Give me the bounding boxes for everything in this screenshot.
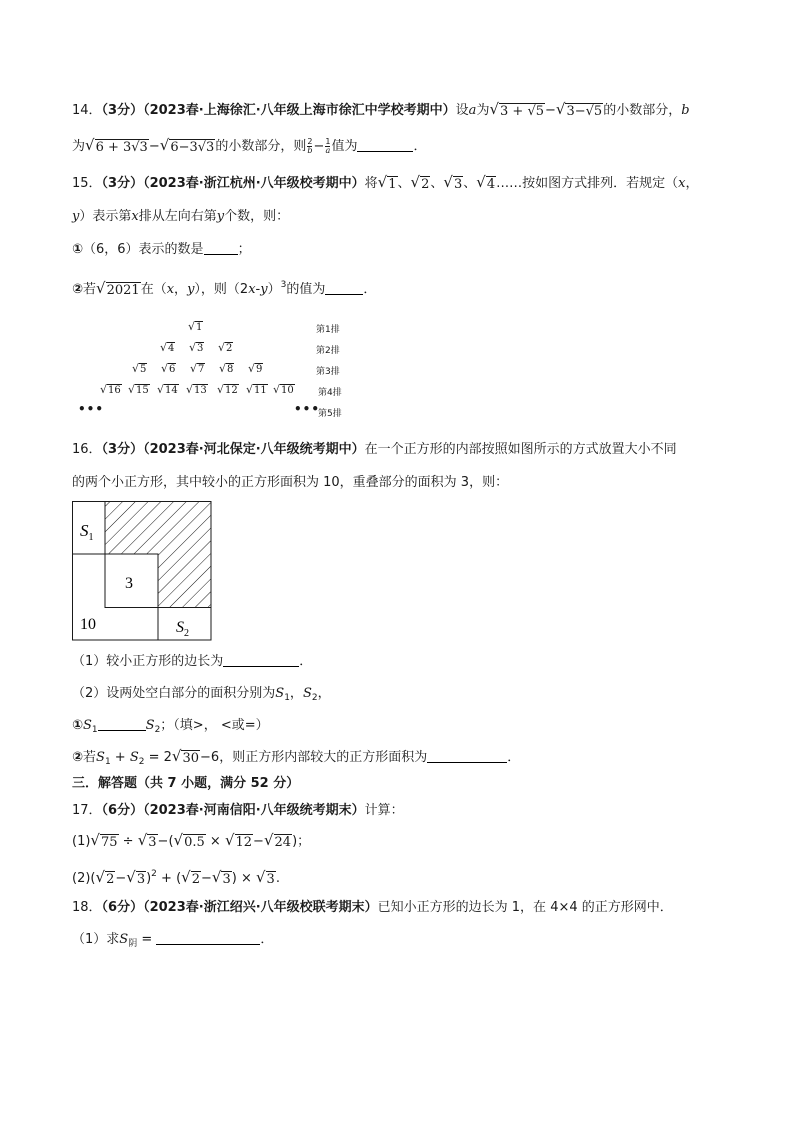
answer-blank[interactable] <box>204 240 238 255</box>
s1-label: $S_1$ <box>80 521 94 543</box>
fraction-1-over-a: $\frac{1}{a}$ <box>325 137 331 155</box>
q18-source: （2023春·浙江绍兴·八年级校联考期末） <box>143 900 378 915</box>
q15-number: 15． <box>72 176 102 191</box>
q15-line1: 15．（3分）（2023春·浙江杭州·八年级校考期中）将 √ 1 、 √ 2 、 √ 3 、 √ 4 ……按如图方式排列．若规定（x， <box>72 173 699 192</box>
figure-number: √15 <box>128 383 149 396</box>
figure-number: √7 <box>190 362 205 375</box>
q14-line2: 为 √ 6 + 3√3 − √ 6−3√3 的小数部分，则 $\frac{2}{b}$ − $\frac{1}{a}$ 值为 ． <box>72 136 427 155</box>
q15-sub2: ②若 √ 2021 在（x，y），则$(2x-y)^3$的值为 ． <box>72 279 377 298</box>
q15-source: （2023春·浙江杭州·八年级校考期中） <box>143 176 365 191</box>
sqrt-expression: √ 3 + √5 <box>489 100 544 119</box>
q16-number: 16． <box>72 442 102 457</box>
q18-part1: （1）求$S_阴$ = ． <box>72 932 274 949</box>
sqrt-expression: √ 6 + 3√3 <box>85 136 148 155</box>
sqrt-expression: √ 3−√5 <box>555 100 603 119</box>
q14-source: （2023春·上海徐汇·八年级上海市徐汇中学校考期中） <box>143 103 456 118</box>
q16-c1: $①S_1$ $S_2$；（填>， <或=） <box>72 718 269 735</box>
row-label: 第1排 <box>316 325 340 335</box>
row-label: 第4排 <box>318 388 342 398</box>
q17-number: 17． <box>72 803 102 818</box>
q15-line2: y）表示第x排从左向右第y个数，则： <box>72 209 290 224</box>
figure-number: √4 <box>160 341 175 354</box>
figure-number: √12 <box>217 383 238 396</box>
figure-number: √16 <box>100 383 121 396</box>
figure-number: √14 <box>157 383 178 396</box>
figure-number: √3 <box>189 341 204 354</box>
ellipsis-dots: ••• <box>294 402 321 416</box>
answer-blank[interactable] <box>98 716 146 731</box>
figure-number: √6 <box>161 362 176 375</box>
s2-label: $S_2$ <box>176 619 189 639</box>
answer-blank[interactable] <box>357 137 413 152</box>
q14-number: 14． <box>72 103 102 118</box>
figure-number: √13 <box>186 383 207 396</box>
overlap-area-label: 3 <box>125 575 133 592</box>
q14-line1: 14．（3分）（2023春·上海徐汇·八年级上海市徐汇中学校考期中）设a为 √ 3 + √5 − √ 3−√5 的小数部分，b <box>72 100 690 119</box>
answer-blank[interactable] <box>427 748 507 763</box>
nested-squares-figure <box>72 501 214 643</box>
small-square-area-label: 10 <box>80 616 96 633</box>
q17-line1: 17．（6分）（2023春·河南信阳·八年级统考期末）计算： <box>72 803 404 818</box>
figure-number: √2 <box>218 341 233 354</box>
figure-number: √1 <box>188 320 203 333</box>
q16-source: （2023春·河北保定·八年级统考期中） <box>143 442 365 457</box>
section-heading: 三．解答题（共 7 小题，满分 52 分） <box>72 776 300 791</box>
q16-part2: （2）设两处空白部分的面积分别为$S_1$，$S_2$， <box>72 686 331 703</box>
q16-line2: 的两个小正方形，其中较小的正方形面积为 10，重叠部分的面积为 3，则： <box>72 475 509 490</box>
q16-part1: （1）较小正方形的边长为 ． <box>72 654 313 669</box>
figure-number: √5 <box>132 362 147 375</box>
q17-source: （2023春·河南信阳·八年级统考期末） <box>143 803 365 818</box>
row-label: 第3排 <box>316 367 340 377</box>
q17-expr1: (1) √ 75 ÷ √ 3 −( √ 0.5 × √ 12 − √ 24 )； <box>72 831 311 850</box>
fraction-2-over-b: $\frac{2}{b}$ <box>307 137 313 155</box>
answer-blank[interactable] <box>223 652 299 667</box>
q16-c2: ②若$S_1 + S_2 = 2$ √ 30 −6，则正方形内部较大的正方形面积为 ． <box>72 747 521 767</box>
row-label: 第5排 <box>318 409 342 419</box>
answer-blank[interactable] <box>156 930 260 945</box>
answer-blank[interactable] <box>325 280 363 295</box>
q17-expr2: (2)( √ 2 − √ 3 )$^2$ + ( √ 2 − √ 3 ) × √ 3 . <box>72 868 280 887</box>
row-label: 第2排 <box>316 346 340 356</box>
figure-number: √9 <box>248 362 263 375</box>
ellipsis-dots: ••• <box>78 402 105 416</box>
figure-number: √8 <box>219 362 234 375</box>
figure-number: √10 <box>273 383 294 396</box>
sqrt-expression: √ 6−3√3 <box>159 136 215 155</box>
q18-number: 18． <box>72 900 102 915</box>
q18-line1: 18．（6分）（2023春·浙江绍兴·八年级校联考期末）已知小正方形的边长为 1，在 4×4 的正方形网中． <box>72 900 673 915</box>
q16-line1: 16．（3分）（2023春·河北保定·八年级统考期中）在一个正方形的内部按照如图所示的方式放置大小不同 <box>72 442 677 457</box>
q15-sub1: ①（6，6）表示的数是 ； <box>72 242 251 257</box>
figure-number: √11 <box>246 383 267 396</box>
